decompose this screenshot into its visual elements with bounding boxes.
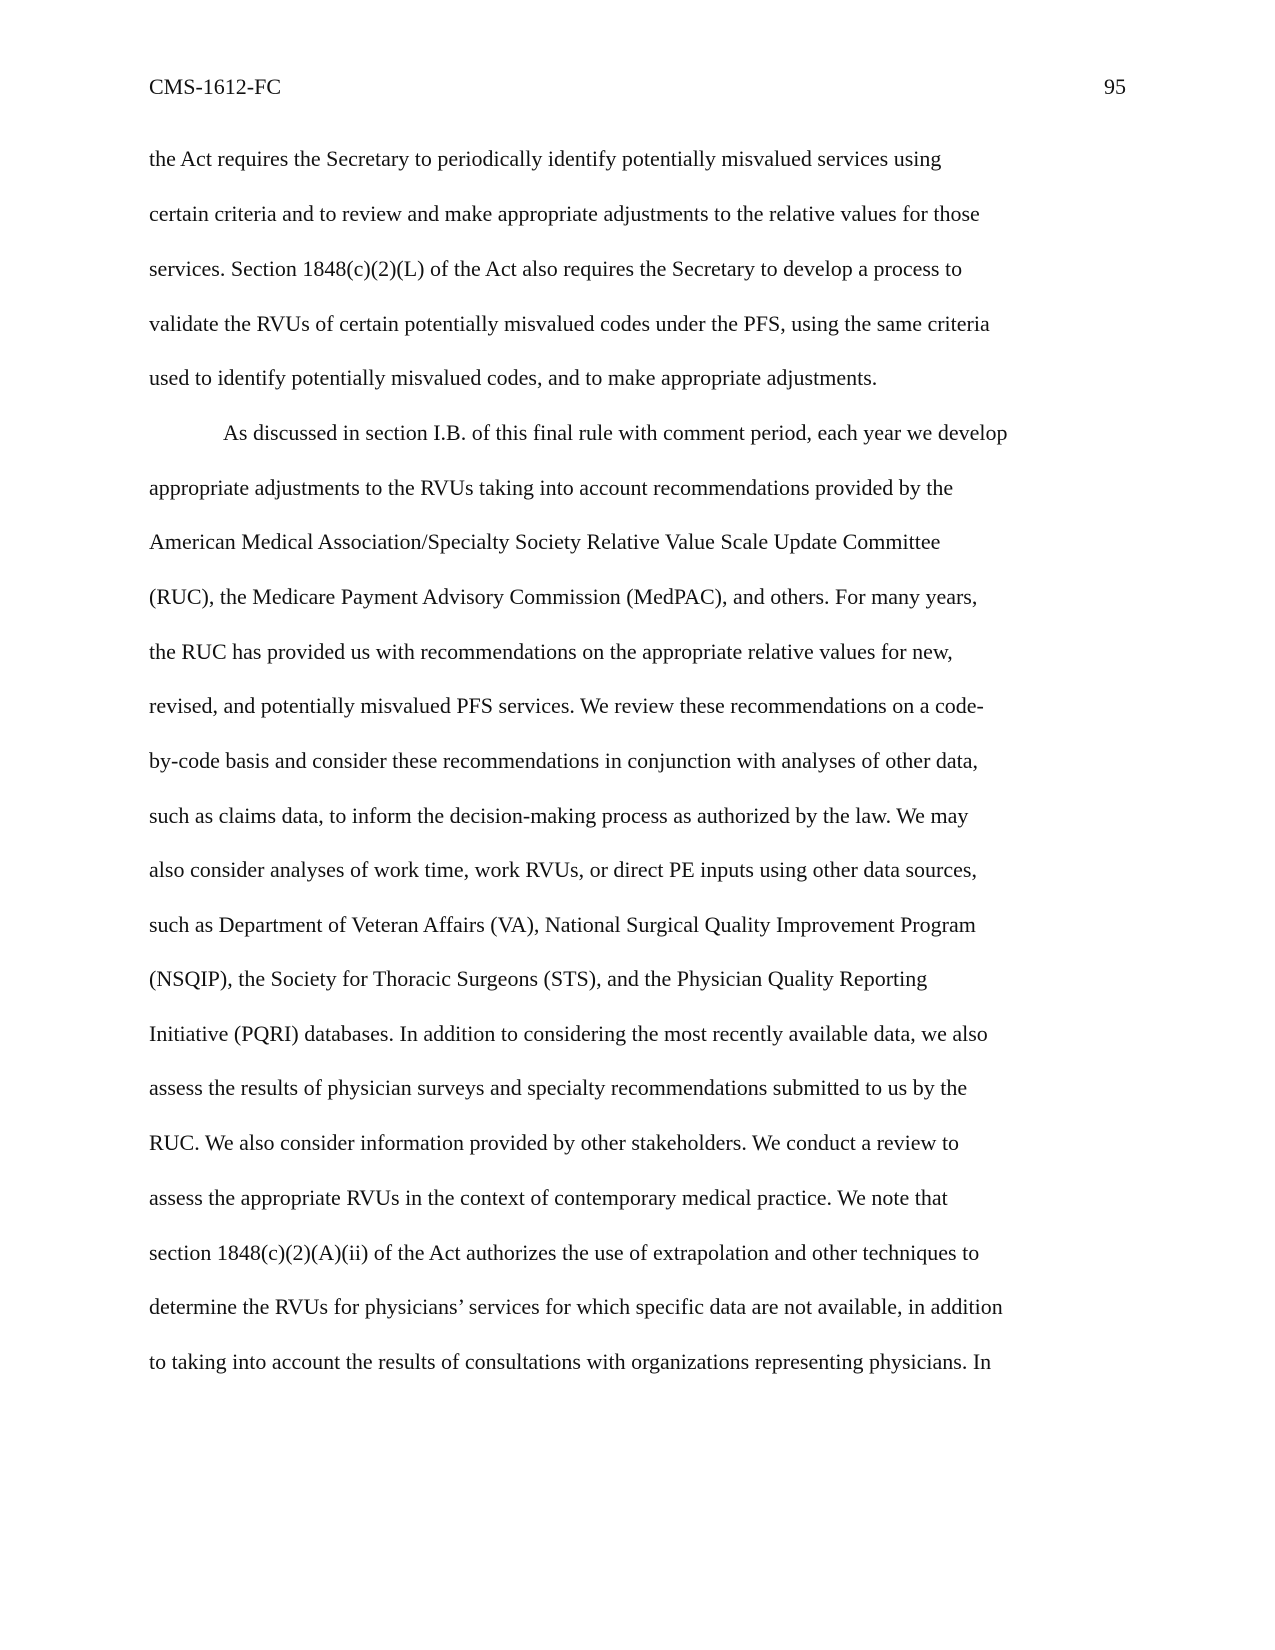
text-line: validate the RVUs of certain potentially misvalued codes under the PFS, using the same criteria — [149, 311, 990, 336]
text-line: services. Section 1848(c)(2)(L) of the Act also requires the Secretary to develop a process to — [149, 256, 963, 281]
text-line: such as claims data, to inform the decision-making process as authorized by the law. We may — [149, 803, 969, 828]
text-line: RUC. We also consider information provided by other stakeholders. We conduct a review to — [149, 1130, 960, 1155]
text-line: also consider analyses of work time, work RVUs, or direct PE inputs using other data sources, — [149, 857, 977, 882]
text-line: such as Department of Veteran Affairs (VA), National Surgical Quality Improvement Program — [149, 912, 976, 937]
document-id: CMS-1612-FC — [149, 74, 282, 99]
text-line: certain criteria and to review and make appropriate adjustments to the relative values for those — [149, 201, 980, 226]
text-line: the Act requires the Secretary to periodically identify potentially misvalued services using — [149, 146, 942, 171]
text-line: American Medical Association/Specialty Society Relative Value Scale Update Committee — [149, 529, 941, 554]
text-line: section 1848(c)(2)(A)(ii) of the Act authorizes the use of extrapolation and other techniques to — [149, 1240, 980, 1265]
paragraph-first-line: As discussed in section I.B. of this final rule with comment period, each year we develop — [223, 420, 1008, 445]
text-line: (RUC), the Medicare Payment Advisory Commission (MedPAC), and others. For many years, — [149, 584, 978, 609]
text-line: to taking into account the results of consultations with organizations representing physicians. In — [149, 1349, 992, 1374]
text-line: by-code basis and consider these recommendations in conjunction with analyses of other data, — [149, 748, 979, 773]
page-number: 95 — [1104, 74, 1126, 99]
text-line: (NSQIP), the Society for Thoracic Surgeons (STS), and the Physician Quality Reporting — [149, 966, 928, 991]
text-line: revised, and potentially misvalued PFS services. We review these recommendations on a code- — [149, 693, 984, 718]
text-line: used to identify potentially misvalued codes, and to make appropriate adjustments. — [149, 365, 878, 390]
text-line: Initiative (PQRI) databases. In addition to considering the most recently available data, we also — [149, 1021, 988, 1046]
text-line: assess the results of physician surveys and specialty recommendations submitted to us by the — [149, 1075, 968, 1100]
text-line: the RUC has provided us with recommendations on the appropriate relative values for new, — [149, 639, 953, 664]
text-line: assess the appropriate RVUs in the context of contemporary medical practice. We note that — [149, 1185, 948, 1210]
text-line: determine the RVUs for physicians’ services for which specific data are not available, in addition — [149, 1294, 1003, 1319]
text-line: appropriate adjustments to the RVUs taking into account recommendations provided by the — [149, 475, 954, 500]
